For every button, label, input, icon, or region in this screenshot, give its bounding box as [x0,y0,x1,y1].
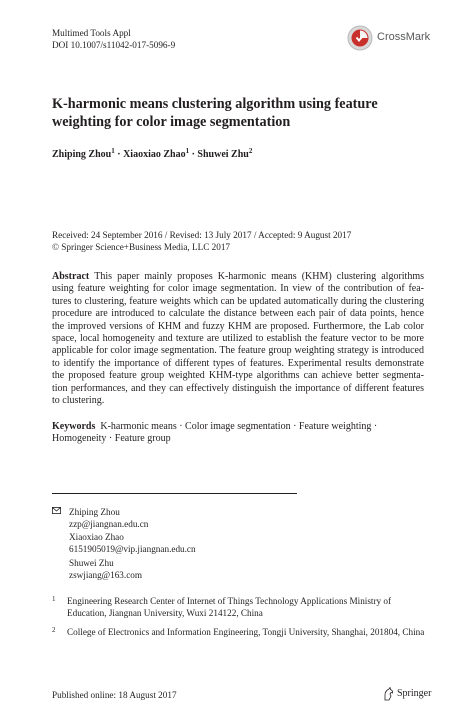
contact-name: Shuwei Zhu [69,558,114,568]
affiliation-text: Engineering Research Center of Internet of Things Technology Applications Ministry of Education, Jiangnan University, Wuxi 214122, China [67,596,392,618]
copyright: © Springer Science+Business Media, LLC 2017 [52,242,231,252]
springer-horse-icon [383,687,394,701]
journal-name: Multimed Tools Appl [52,28,131,38]
contact-name: Xiaoxiao Zhao [69,532,124,542]
history-dates: Received: 24 September 2016 / Revised: 13 July 2017 / Accepted: 9 August 2017 [52,230,352,240]
affiliation-number: 1 [52,595,56,603]
contact-name: Zhiping Zhou [69,507,120,517]
abstract-text: This paper mainly proposes K-harmonic means (KHM) clustering algorithms using feature weighting for color image segmentation. In view of the contribution of fea-tures to clustering, feature weights which can be updated automatically during the clustering procedure are introduced to calculate the distance between each pair of data points, hence the improved versions of KHM and fuzzy KHM are proposed. Furthermore, the Lab color space, local homogeneity and texture are utilized to establish the feature vector to be more applicable for color image segmentation. The feature group weighting strategy is introduced to identify the importance of different types of features. Experimental results demonstrate the proposed feature group weighted KHM-type algorithms can achieve better segmenta-tion performances, and they can effectively distinguish the importance of different features to clustering. [52,271,425,407]
author-name[interactable]: Zhiping Zhou [52,149,112,160]
publisher-name: Springer [397,688,432,699]
author-affiliation-mark: 1 [111,147,115,155]
affiliation-2 [52,626,432,638]
footnote-divider [52,493,297,494]
keywords [52,421,424,446]
author-list [52,147,252,160]
author-name[interactable]: Shuwei Zhu [197,149,249,160]
doi: DOI 10.1007/s11042-017-5096-9 [52,40,176,50]
contact-email[interactable]: zswjiang@163.com [69,570,143,580]
contact-entry [69,557,142,581]
envelope-icon [52,507,61,514]
publication-history [52,229,432,253]
affiliation-1 [52,595,432,619]
author-separator: · [189,149,198,160]
affiliation-text: College of Electronics and Information Engineering, Tongji University, Shanghai, 201804, China [67,627,425,637]
crossmark-badge[interactable] [347,25,443,51]
author-affiliation-mark: 1 [185,147,190,155]
author-name[interactable]: Xiaoxiao Zhao [123,149,186,160]
contact-entry [69,506,148,530]
abstract [52,271,424,407]
crossmark-icon [347,25,373,51]
contact-email[interactable]: zzp@jiangnan.edu.cn [69,519,149,529]
crossmark-label: CrossMark [377,31,431,43]
keywords-label: Keywords [52,421,96,432]
keywords-text: K-harmonic means · Color image segmentation · Feature weighting · Homogeneity · Feature group [52,421,378,445]
published-online: Published online: 18 August 2017 [52,690,177,700]
contact-entry [69,531,196,555]
author-separator: · [114,149,124,160]
paper-title: K-harmonic means clustering algorithm using feature weighting for color image segmentation [52,96,378,130]
journal-header [52,27,175,51]
springer-logo [383,686,453,702]
affiliation-number: 2 [52,626,56,634]
author-affiliation-mark: 2 [248,147,253,155]
abstract-label: Abstract [52,271,90,282]
contact-email[interactable]: 6151905019@vip.jiangnan.edu.cn [69,544,196,554]
